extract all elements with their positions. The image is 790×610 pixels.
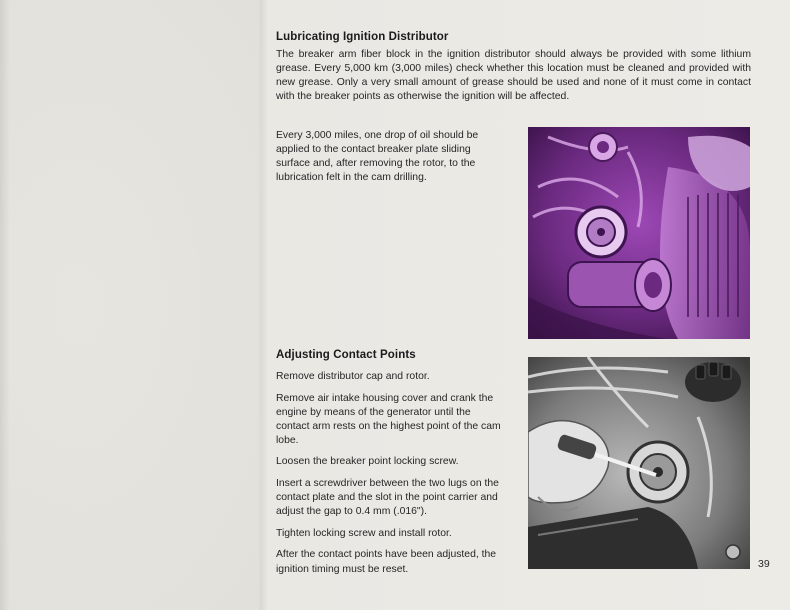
- lubricating-paragraph-1: The breaker arm fiber block in the ignition distributor should always be provided with some lithium grease. Every 5,000 km (3,000 miles) check whether this location must be cleaned and provided with new grease. Only a very small amount of grease should be used and none of it must come in contact with the breaker points as otherwise the ignition will be affected.: [276, 49, 751, 103]
- step-paragraph: Tighten locking screw and install rotor.: [276, 527, 452, 539]
- engine-bay-illustration: [528, 127, 750, 339]
- page-number: 39: [758, 558, 770, 570]
- page-edge-shadow: [0, 0, 10, 610]
- screwdriver-adjustment-illustration: [528, 357, 750, 569]
- adjusting-steps-list: [276, 370, 504, 584]
- book-gutter: [258, 0, 268, 610]
- step-paragraph: After the contact points have been adjusted, the ignition timing must be reset.: [276, 549, 497, 575]
- section-title-adjusting: Adjusting Contact Points: [276, 349, 416, 361]
- facing-page-blank: [0, 0, 262, 610]
- step-paragraph: Remove distributor cap and rotor.: [276, 371, 430, 382]
- distributor-lubrication-photo: [528, 127, 750, 339]
- step-paragraph: Remove air intake housing cover and crank the engine by means of the generator until the contact arm rests on the highest point of the cam lobe.: [276, 392, 501, 446]
- step-paragraph: Loosen the breaker point locking screw.: [276, 456, 459, 468]
- contact-points-adjustment-photo: [528, 357, 750, 569]
- section-title-lubricating: Lubricating Ignition Distributor: [276, 31, 449, 43]
- lubricating-paragraph-2: Every 3,000 miles, one drop of oil should be applied to the contact breaker plate sliding surface and, after removing the rotor, to the lubrication felt in the cam drilling.: [276, 130, 479, 184]
- step-paragraph: Insert a screwdriver between the two lugs on the contact plate and the slot in the point carrier and adjust the gap to 0.4 mm (.016").: [276, 478, 499, 518]
